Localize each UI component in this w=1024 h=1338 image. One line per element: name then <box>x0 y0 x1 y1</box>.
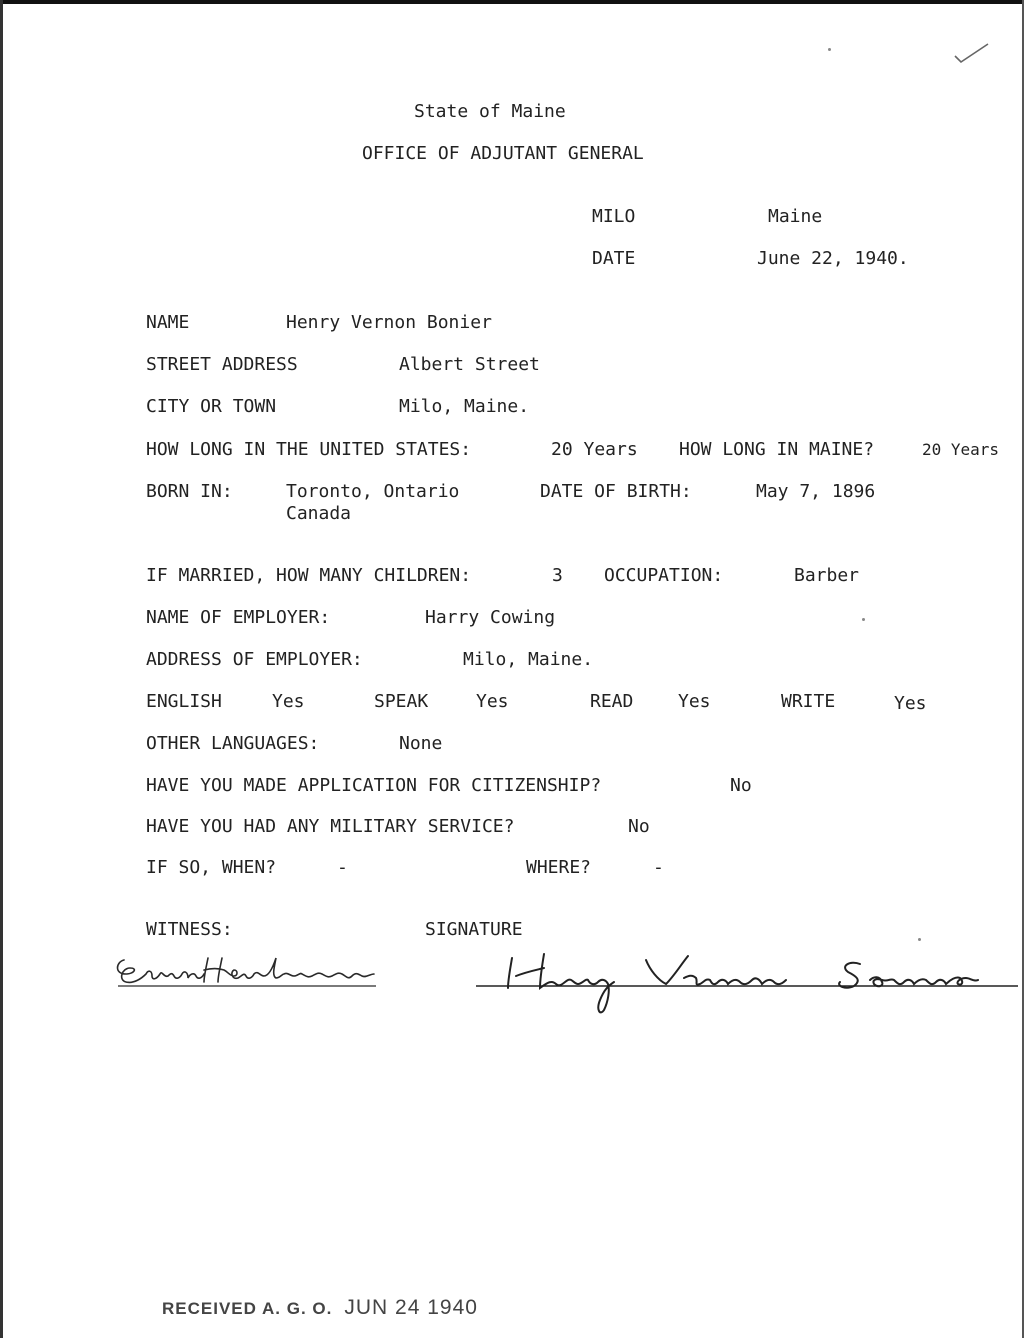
citizenship-value: No <box>730 775 752 796</box>
scan-left-edge <box>0 0 3 1338</box>
us-time-value: 20 Years <box>551 439 638 460</box>
scan-speck <box>862 618 865 621</box>
header-office: OFFICE OF ADJUTANT GENERAL <box>362 143 644 164</box>
maine-time-label: HOW LONG IN MAINE? <box>679 439 875 460</box>
received-stamp <box>162 1296 478 1320</box>
scan-speck <box>918 938 921 941</box>
other-languages-label: OTHER LANGUAGES: <box>146 733 320 754</box>
dob-label: DATE OF BIRTH: <box>540 481 692 502</box>
name-value: Henry Vernon Bonier <box>286 312 492 333</box>
street-value: Albert Street <box>399 354 540 375</box>
born-in-label: BORN IN: <box>146 481 233 502</box>
place-value: Maine <box>768 206 823 227</box>
where-value: - <box>653 857 664 878</box>
children-value: 3 <box>552 565 563 586</box>
dob-value: May 7, 1896 <box>756 481 876 502</box>
citizenship-label: HAVE YOU MADE APPLICATION FOR CITIZENSHIP? <box>146 775 602 796</box>
scan-speck <box>828 48 831 51</box>
street-label: STREET ADDRESS <box>146 354 298 375</box>
read-value: Yes <box>678 691 711 712</box>
place-label: MILO <box>592 206 636 227</box>
maine-time-value: 20 Years <box>922 440 1000 459</box>
military-value: No <box>628 816 650 837</box>
write-value: Yes <box>894 693 927 714</box>
born-in-value-1: Toronto, Ontario <box>286 481 460 502</box>
scan-top-edge <box>0 0 1024 4</box>
witness-signature <box>112 940 412 1000</box>
received-stamp-date: JUN 24 1940 <box>344 1296 478 1319</box>
children-label: IF MARRIED, HOW MANY CHILDREN: <box>146 565 472 586</box>
speak-label: SPEAK <box>374 691 429 712</box>
date-value: June 22, 1940. <box>757 248 909 269</box>
occupation-label: OCCUPATION: <box>604 565 724 586</box>
signature-label: SIGNATURE <box>425 919 523 940</box>
employer-address-value: Milo, Maine. <box>463 649 594 670</box>
when-label: IF SO, WHEN? <box>146 857 277 878</box>
occupation-value: Barber <box>794 565 860 586</box>
employer-label: NAME OF EMPLOYER: <box>146 607 331 628</box>
name-label: NAME <box>146 312 190 333</box>
header-state: State of Maine <box>414 101 566 122</box>
english-value: Yes <box>272 691 305 712</box>
city-label: CITY OR TOWN <box>146 396 277 417</box>
write-label: WRITE <box>781 691 836 712</box>
city-value: Milo, Maine. <box>399 396 530 417</box>
speak-value: Yes <box>476 691 509 712</box>
read-label: READ <box>590 691 634 712</box>
when-value: - <box>337 857 348 878</box>
applicant-signature <box>470 930 1024 1020</box>
check-mark-icon <box>952 38 992 66</box>
where-label: WHERE? <box>526 857 592 878</box>
employer-address-label: ADDRESS OF EMPLOYER: <box>146 649 363 670</box>
witness-label: WITNESS: <box>146 919 233 940</box>
other-languages-value: None <box>399 733 443 754</box>
english-label: ENGLISH <box>146 691 222 712</box>
employer-value: Harry Cowing <box>425 607 556 628</box>
us-time-label: HOW LONG IN THE UNITED STATES: <box>146 439 472 460</box>
born-in-value-2: Canada <box>286 503 352 524</box>
date-label: DATE <box>592 248 636 269</box>
military-label: HAVE YOU HAD ANY MILITARY SERVICE? <box>146 816 515 837</box>
received-stamp-label: RECEIVED A. G. O. <box>162 1299 333 1318</box>
